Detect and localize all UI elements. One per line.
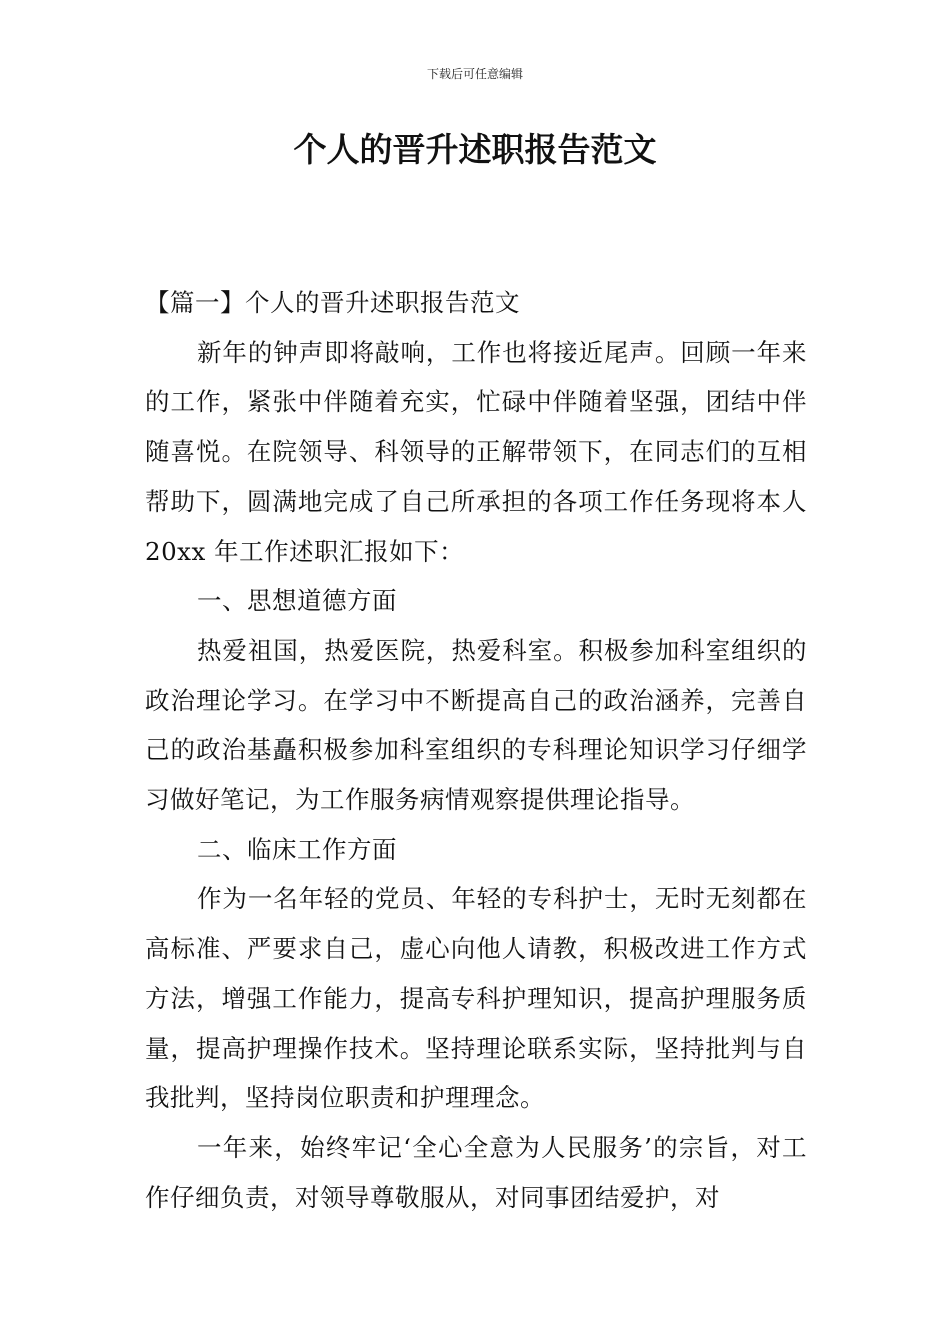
paragraph-year-review: 一年来，始终牢记‘全心全意为人民服务’的宗旨，对工作仔细负责，对领导尊敬服从，对同事团结爱护，对 [145, 1132, 807, 1212]
section-title-part-one: 【篇一】个人的晋升述职报告范文 [145, 288, 520, 317]
document-body [145, 278, 807, 1222]
header-note: 下载后可任意编辑 [426, 67, 523, 81]
paragraph-ideology: 热爱祖国，热爱医院，热爱科室。积极参加科室组织的政治理论学习。在学习中不断提高自己的政治涵养，完善自己的政治基矗积极参加科室组织的专科理论知识学习仔细学习做好笔记，为工作服务病情观察提供理论指导。 [145, 635, 807, 815]
document-title: 个人的晋升述职报告范文 [293, 130, 657, 169]
paragraph-intro: 新年的钟声即将敲响，工作也将接近尾声。回顾一年来的工作，紧张中伴随着充实，忙碌中伴随着坚强，团结中伴随喜悦。在院领导、科领导的正解带领下，在同志们的互相帮助下，圆满地完成了自己所承担的各项工作任务现将本人 20xx 年工作述职汇报如下： [145, 337, 807, 566]
heading-clinical-work: 二、临床工作方面 [197, 834, 397, 864]
paragraph-clinical-work: 作为一名年轻的党员、年轻的专科护士，无时无刻都在高标准、严要求自己，虚心向他人请教，积极改进工作方式方法，增强工作能力，提高专科护理知识，提高护理服务质量，提高护理操作技术。坚持理论联系实际，坚持批判与自我批判，坚持岗位职责和护理理念。 [145, 884, 807, 1113]
heading-ideology: 一、思想道德方面 [197, 586, 397, 616]
